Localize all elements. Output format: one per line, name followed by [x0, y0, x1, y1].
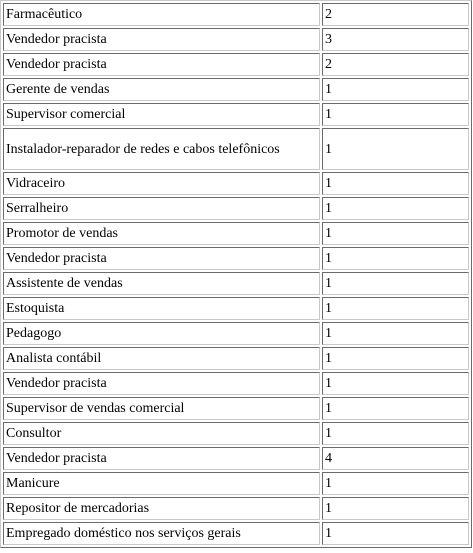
table-row	[3, 3, 469, 26]
table-row	[3, 272, 469, 295]
occupation-cell: Pedagogo	[3, 322, 320, 345]
occupation-cell: Vendedor pracista	[3, 447, 320, 470]
count-cell: 1	[322, 172, 469, 195]
occupation-cell: Instalador-reparador de redes e cabos telefônicos	[3, 128, 320, 170]
count-cell: 1	[322, 522, 469, 545]
count-cell: 1	[322, 322, 469, 345]
occupation-cell: Vendedor pracista	[3, 53, 320, 76]
occupation-cell: Supervisor comercial	[3, 103, 320, 126]
count-cell: 1	[322, 422, 469, 445]
table-row	[3, 297, 469, 320]
table-row	[3, 197, 469, 220]
occupation-cell: Vendedor pracista	[3, 247, 320, 270]
table-row	[3, 447, 469, 470]
count-cell: 1	[322, 372, 469, 395]
table-row	[3, 172, 469, 195]
count-cell: 1	[322, 128, 469, 170]
occupation-cell: Promotor de vendas	[3, 222, 320, 245]
table-row	[3, 372, 469, 395]
occupation-cell: Analista contábil	[3, 347, 320, 370]
table-row	[3, 397, 469, 420]
table-row	[3, 247, 469, 270]
count-cell: 1	[322, 247, 469, 270]
count-cell: 1	[322, 472, 469, 495]
table-row	[3, 322, 469, 345]
count-cell: 1	[322, 397, 469, 420]
table-row	[3, 103, 469, 126]
occupation-cell: Vendedor pracista	[3, 372, 320, 395]
count-cell: 1	[322, 497, 469, 520]
table-row	[3, 222, 469, 245]
occupation-cell: Consultor	[3, 422, 320, 445]
occupation-cell: Vidraceiro	[3, 172, 320, 195]
count-cell: 2	[322, 53, 469, 76]
count-cell: 1	[322, 222, 469, 245]
table-row	[3, 472, 469, 495]
occupation-cell: Assistente de vendas	[3, 272, 320, 295]
occupation-cell: Supervisor de vendas comercial	[3, 397, 320, 420]
occupation-cell: Empregado doméstico nos serviços gerais	[3, 522, 320, 545]
occupation-cell: Serralheiro	[3, 197, 320, 220]
count-cell: 1	[322, 197, 469, 220]
table-row	[3, 522, 469, 545]
count-cell: 1	[322, 347, 469, 370]
occupation-cell: Manicure	[3, 472, 320, 495]
table-row	[3, 128, 469, 170]
table-row	[3, 53, 469, 76]
occupation-cell: Gerente de vendas	[3, 78, 320, 101]
count-cell: 1	[322, 78, 469, 101]
count-cell: 1	[322, 272, 469, 295]
count-cell: 1	[322, 297, 469, 320]
table-row	[3, 422, 469, 445]
table-row	[3, 28, 469, 51]
occupation-cell: Repositor de mercadorias	[3, 497, 320, 520]
count-cell: 2	[322, 3, 469, 26]
table-row	[3, 347, 469, 370]
table-row	[3, 78, 469, 101]
occupation-cell: Vendedor pracista	[3, 28, 320, 51]
occupation-cell: Estoquista	[3, 297, 320, 320]
count-cell: 1	[322, 103, 469, 126]
occupation-cell: Farmacêutico	[3, 3, 320, 26]
count-cell: 3	[322, 28, 469, 51]
table-row	[3, 497, 469, 520]
count-cell: 4	[322, 447, 469, 470]
